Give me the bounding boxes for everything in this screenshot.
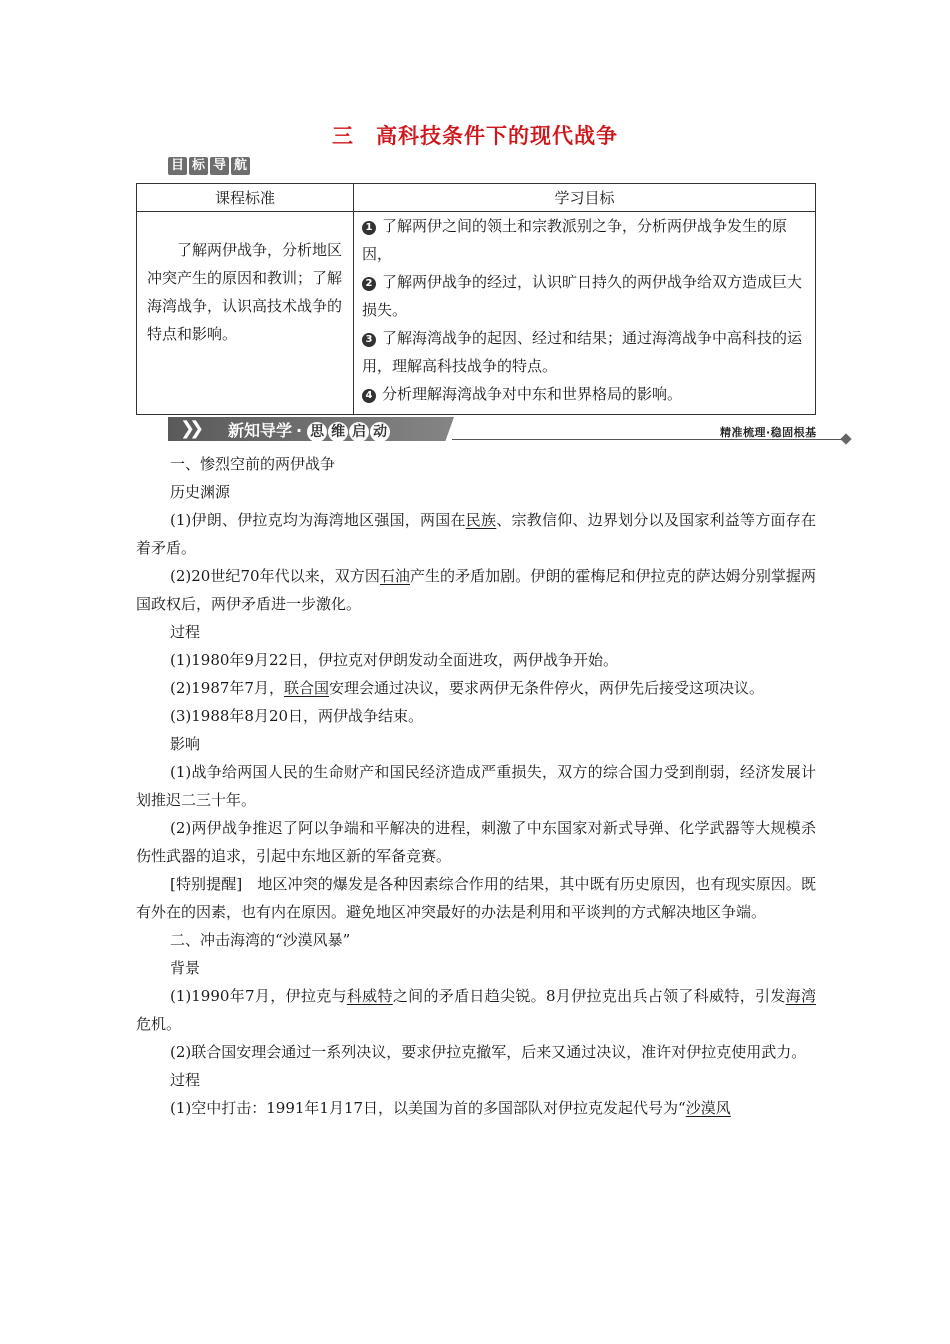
underlined-term: 沙漠风: [685, 1099, 731, 1117]
subheading: 背景: [170, 959, 201, 977]
paragraph: (3)1988年8月20日，两伊战争结束。: [170, 707, 424, 725]
banner-char: 启: [349, 422, 369, 442]
paragraph: (2)20世纪70年代以来，双方因石油产生的矛盾加剧。伊朗的霍梅尼和伊拉克的萨达姆分别掌握两国政权后，两伊矛盾进一步激化。: [136, 567, 816, 613]
underlined-term: 科威特: [346, 987, 393, 1005]
paragraph: (1)1990年7月，伊拉克与科威特之间的矛盾日趋尖锐。8月伊拉克出兵占领了科威特，引发海湾危机。: [136, 987, 816, 1033]
subheading: 历史渊源: [170, 483, 231, 501]
goal-navigation-badge: [168, 157, 250, 175]
banner-char: 思: [307, 422, 327, 442]
banner-title: [228, 418, 390, 442]
objective-item: [362, 324, 807, 380]
subheading: 过程: [170, 1071, 201, 1089]
paragraph: (2)联合国安理会通过一系列决议，要求伊拉克撤军，后来又通过决议，准许对伊拉克使用武力。: [170, 1043, 807, 1061]
number-1-icon: 1: [362, 221, 376, 235]
objective-text: 了解海湾战争的起因、经过和结果；通过海湾战争中高科技的运用，理解高科技战争的特点。: [362, 329, 803, 375]
main-content: [136, 450, 816, 1122]
title-text: 高科技条件下的现代战争: [376, 124, 618, 148]
banner-char: 维: [328, 422, 348, 442]
objective-item: [362, 380, 807, 408]
subheading: 过程: [170, 623, 201, 641]
paragraph: (1)伊朗、伊拉克均为海湾地区强国，两国在民族、宗教信仰、边界划分以及国家利益等方面存在着矛盾。: [136, 511, 816, 557]
section-banner: [168, 415, 858, 447]
paragraph: (1)空中打击：1991年1月17日，以美国为首的多国部队对伊拉克发起代号为“沙漠风: [170, 1099, 731, 1117]
underlined-term: 民族: [465, 511, 497, 529]
underlined-term: 联合国: [283, 679, 329, 697]
badge-char: 标: [189, 157, 208, 175]
header-learning-objectives: 学习目标: [354, 184, 816, 212]
banner-char: 动: [370, 422, 390, 442]
number-4-icon: 4: [362, 389, 376, 403]
badge-char: 导: [210, 157, 229, 175]
underlined-term: 石油: [379, 567, 410, 585]
title-number: 三: [332, 124, 354, 148]
objective-text: 了解两伊之间的领土和宗教派别之争，分析两伊战争发生的原因，: [362, 217, 788, 263]
number-3-icon: 3: [362, 333, 376, 347]
paragraph: (2)两伊战争推迟了阿以争端和平解决的进程，刺激了中东国家对新式导弹、化学武器等大规模杀伤性武器的追求，引起中东地区新的军备竞赛。: [136, 819, 816, 865]
number-2-icon: 2: [362, 277, 376, 291]
section-heading: 二、冲击海湾的“沙漠风暴”: [170, 931, 351, 949]
objective-item: [362, 268, 807, 324]
learning-objectives: [354, 212, 816, 415]
paragraph: (1)战争给两国人民的生命财产和国民经济造成严重损失，双方的综合国力受到削弱，经济发展计划推迟二三十年。: [136, 763, 816, 809]
badge-char: 航: [231, 157, 250, 175]
diamond-icon: [840, 433, 851, 444]
banner-subtitle: 精准梳理·稳固根基: [720, 426, 817, 439]
banner-left-text: 新知导学: [228, 421, 293, 440]
section-heading: 一、惨烈空前的两伊战争: [170, 455, 336, 473]
paragraph: (2)1987年7月，联合国安理会通过决议，要求两伊无条件停火，两伊先后接受这项决议。: [170, 679, 764, 697]
subheading: 影响: [170, 735, 201, 753]
header-course-standard: 课程标准: [137, 184, 354, 212]
double-chevron-icon: ❯❯: [180, 418, 199, 439]
page-title: [0, 120, 950, 150]
course-standard-text: 了解两伊战争，分析地区冲突产生的原因和教训；了解海湾战争，认识高技术战争的特点和影响。: [137, 212, 354, 415]
underlined-term: 海湾: [785, 987, 816, 1005]
paragraph: (1)1980年9月22日，伊拉克对伊朗发动全面进攻，两伊战争开始。: [170, 651, 619, 669]
objective-item: [362, 212, 807, 268]
objective-text: 分析理解海湾战争对中东和世界格局的影响。: [382, 385, 683, 403]
special-tip: [特别提醒] 地区冲突的爆发是各种因素综合作用的结果，其中既有历史原因，也有现实原因。既有外在的因素，也有内在原因。避免地区冲突最好的办法是利用和平谈判的方式解决地区争端。: [136, 875, 816, 921]
badge-char: 目: [168, 157, 187, 175]
objective-text: 了解两伊战争的经过，认识旷日持久的两伊战争给双方造成巨大损失。: [362, 273, 803, 319]
banner-dot: ·: [296, 421, 303, 440]
goals-table: [136, 183, 816, 415]
